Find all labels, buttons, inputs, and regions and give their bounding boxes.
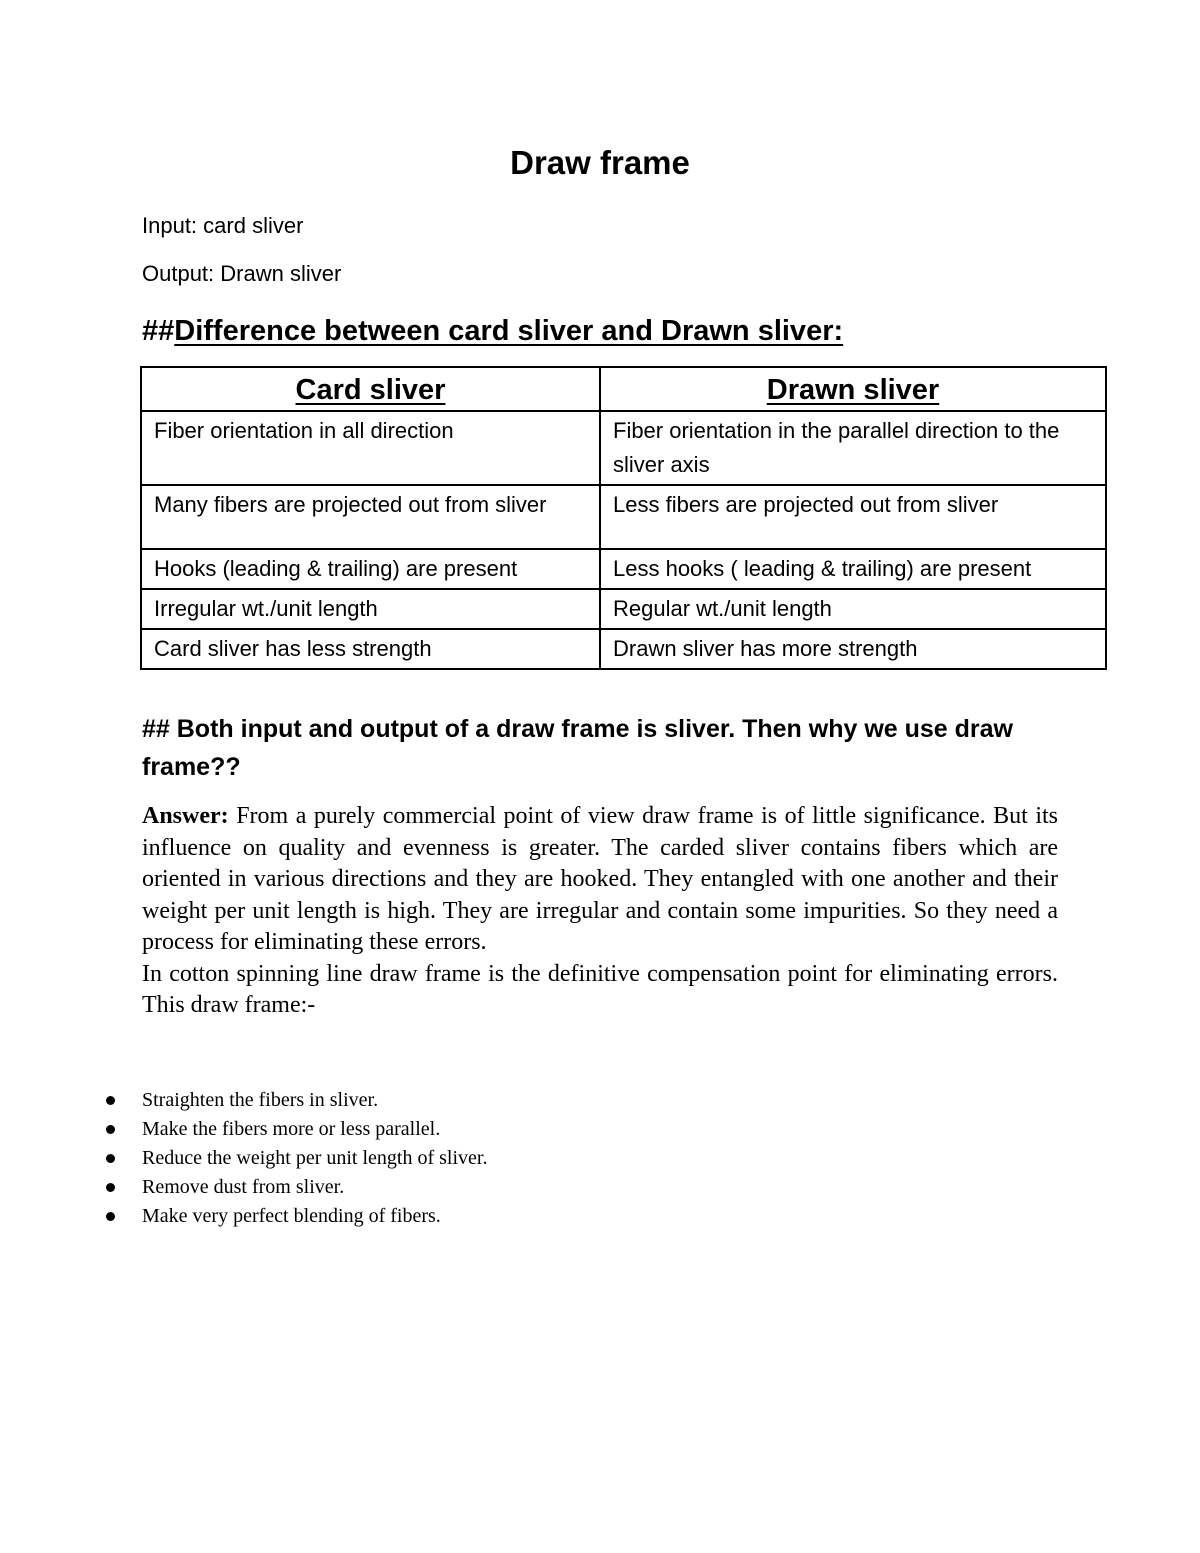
list-item-text: Make the fibers more or less parallel.: [142, 1118, 441, 1140]
bullet-icon: [106, 1096, 115, 1105]
bullet-icon: [106, 1125, 115, 1134]
list-item-text: Remove dust from sliver.: [142, 1176, 345, 1198]
difference-heading-prefix: ##: [142, 315, 175, 347]
list-item: [142, 1144, 487, 1173]
answer-label: Answer:: [142, 803, 229, 829]
list-item-text: Reduce the weight per unit length of sliver.: [142, 1147, 488, 1169]
table-cell-drawn: Less fibers are projected out from sliver: [600, 485, 1106, 549]
bullet-icon: [106, 1183, 115, 1192]
draw-frame-functions-list: [142, 1086, 487, 1231]
answer-paragraph-1: [142, 801, 1058, 959]
table-cell-card: Hooks (leading & trailing) are present: [141, 549, 600, 589]
table-cell-card: Irregular wt./unit length: [141, 589, 600, 629]
column-header-drawn-sliver: Drawn sliver: [600, 367, 1106, 411]
input-line: Input: card sliver: [142, 213, 304, 238]
list-item-text: Make very perfect blending of fibers.: [142, 1205, 441, 1227]
answer-paragraph-2: In cotton spinning line draw frame is the definitive compensation point for eliminating errors. This draw frame:-: [142, 960, 1058, 1018]
output-line: Output: Drawn sliver: [142, 261, 342, 286]
bullet-icon: [106, 1212, 115, 1221]
difference-heading-text: Difference between card sliver and Drawn sliver:: [174, 315, 844, 347]
table-cell-card: Fiber orientation in all direction: [141, 411, 600, 485]
table-cell-drawn: Less hooks ( leading & trailing) are present: [600, 549, 1106, 589]
list-item-text: Straighten the fibers in sliver.: [142, 1089, 379, 1111]
table-row: [141, 629, 1106, 669]
list-item: [142, 1173, 487, 1202]
table-cell-drawn: Drawn sliver has more strength: [600, 629, 1106, 669]
table-header-row: [141, 367, 1106, 411]
list-item: [142, 1115, 487, 1144]
table-cell-card: Card sliver has less strength: [141, 629, 600, 669]
table-row: [141, 411, 1106, 485]
table-row: [141, 485, 1106, 549]
table-row: [141, 549, 1106, 589]
list-item: [142, 1202, 487, 1231]
column-header-card-sliver: Card sliver: [141, 367, 600, 411]
difference-heading: [142, 310, 843, 352]
table-cell-drawn: Regular wt./unit length: [600, 589, 1106, 629]
table-cell-drawn: Fiber orientation in the parallel direction to the sliver axis: [600, 411, 1106, 485]
comparison-table: [140, 366, 1107, 670]
bullet-icon: [106, 1154, 115, 1163]
document-title: Draw frame: [510, 144, 690, 181]
answer-block: [142, 801, 1058, 1022]
list-item: [142, 1086, 487, 1115]
table-cell-card: Many fibers are projected out from sliver: [141, 485, 600, 549]
question-heading: ## Both input and output of a draw frame is sliver. Then why we use draw frame??: [142, 715, 1013, 781]
answer-text: From a purely commercial point of view draw frame is of little significance. But its influence on quality and evenness is greater. The carded sliver contains fibers which are oriented in various directions and they are hooked. They entangled with one another and their weight per unit length is high. They are irregular and contain some impurities. So they need a process for eliminating these errors.: [142, 803, 1059, 955]
table-row: [141, 589, 1106, 629]
